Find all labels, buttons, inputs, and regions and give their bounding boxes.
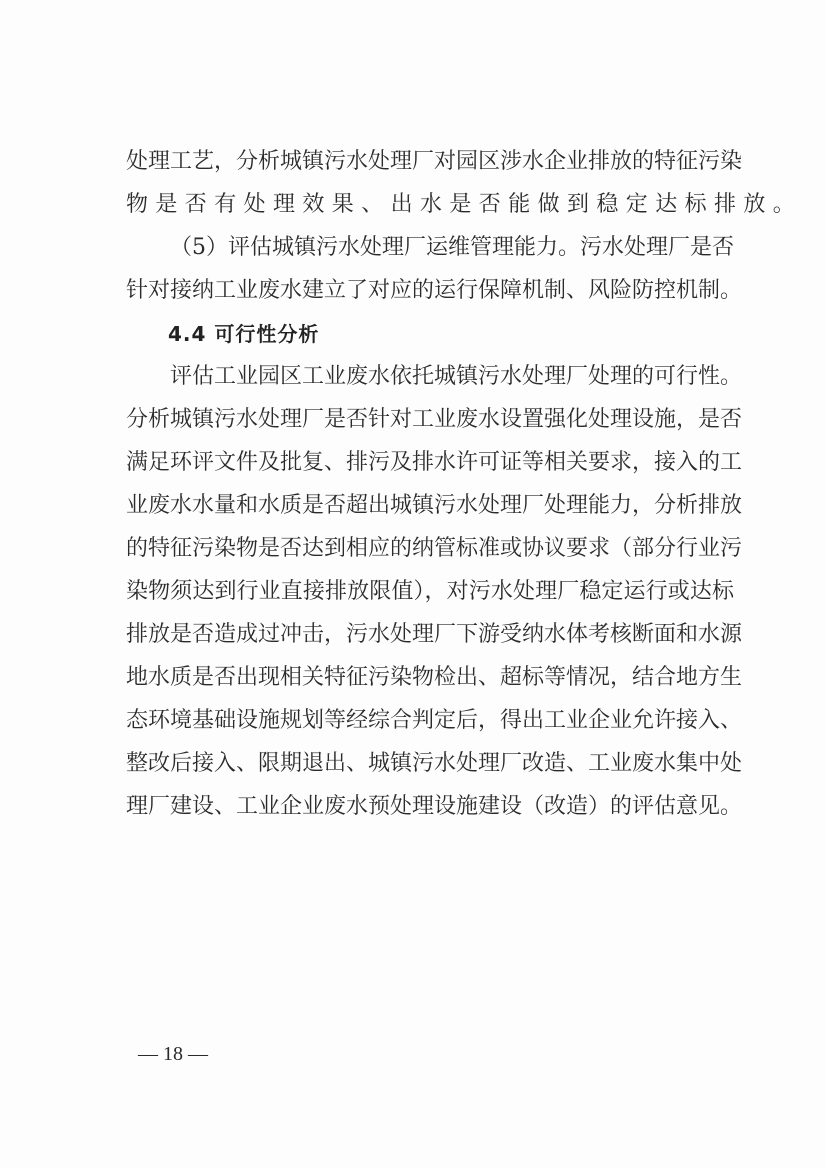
text-line: （5）评估城镇污水处理厂运维管理能力。污水处理厂是否: [170, 235, 734, 260]
text-line: 处理工艺，分析城镇污水处理厂对园区涉水企业排放的特征污染: [126, 149, 743, 174]
text-line: 针对接纳工业废水建立了对应的运行保障机制、风险防控机制。: [126, 278, 743, 303]
text-line: 评估工业园区工业废水依托城镇污水处理厂处理的可行性。: [170, 364, 743, 389]
text-line: 理厂建设、工业企业废水预处理设施建设（改造）的评估意见。: [126, 794, 743, 819]
text-line: 态环境基础设施规划等经综合判定后，得出工业企业允许接入、: [126, 708, 743, 733]
text-line: 染物须达到行业直接排放限值），对污水处理厂稳定运行或达标: [126, 579, 734, 604]
page-number: — 18 —: [138, 1043, 208, 1065]
text-line: 地水质是否出现相关特征污染物检出、超标等情况，结合地方生: [126, 665, 743, 690]
text-line: 物是否有处理效果、出水是否能做到稳定达标排放。: [126, 192, 803, 217]
text-line: 业废水水量和水质是否超出城镇污水处理厂处理能力，分析排放: [126, 493, 743, 518]
section-heading: 4.4 可行性分析: [168, 322, 320, 346]
text-line: 整改后接入、限期退出、城镇污水处理厂改造、工业废水集中处: [126, 751, 743, 776]
text-line: 满足环评文件及批复、排污及排水许可证等相关要求，接入的工: [126, 450, 743, 475]
text-line: 排放是否造成过冲击，污水处理厂下游受纳水体考核断面和水源: [126, 622, 743, 647]
text-line: 的特征污染物是否达到相应的纳管标准或协议要求（部分行业污: [126, 536, 743, 561]
text-line: 分析城镇污水处理厂是否针对工业废水设置强化处理设施，是否: [126, 407, 743, 432]
